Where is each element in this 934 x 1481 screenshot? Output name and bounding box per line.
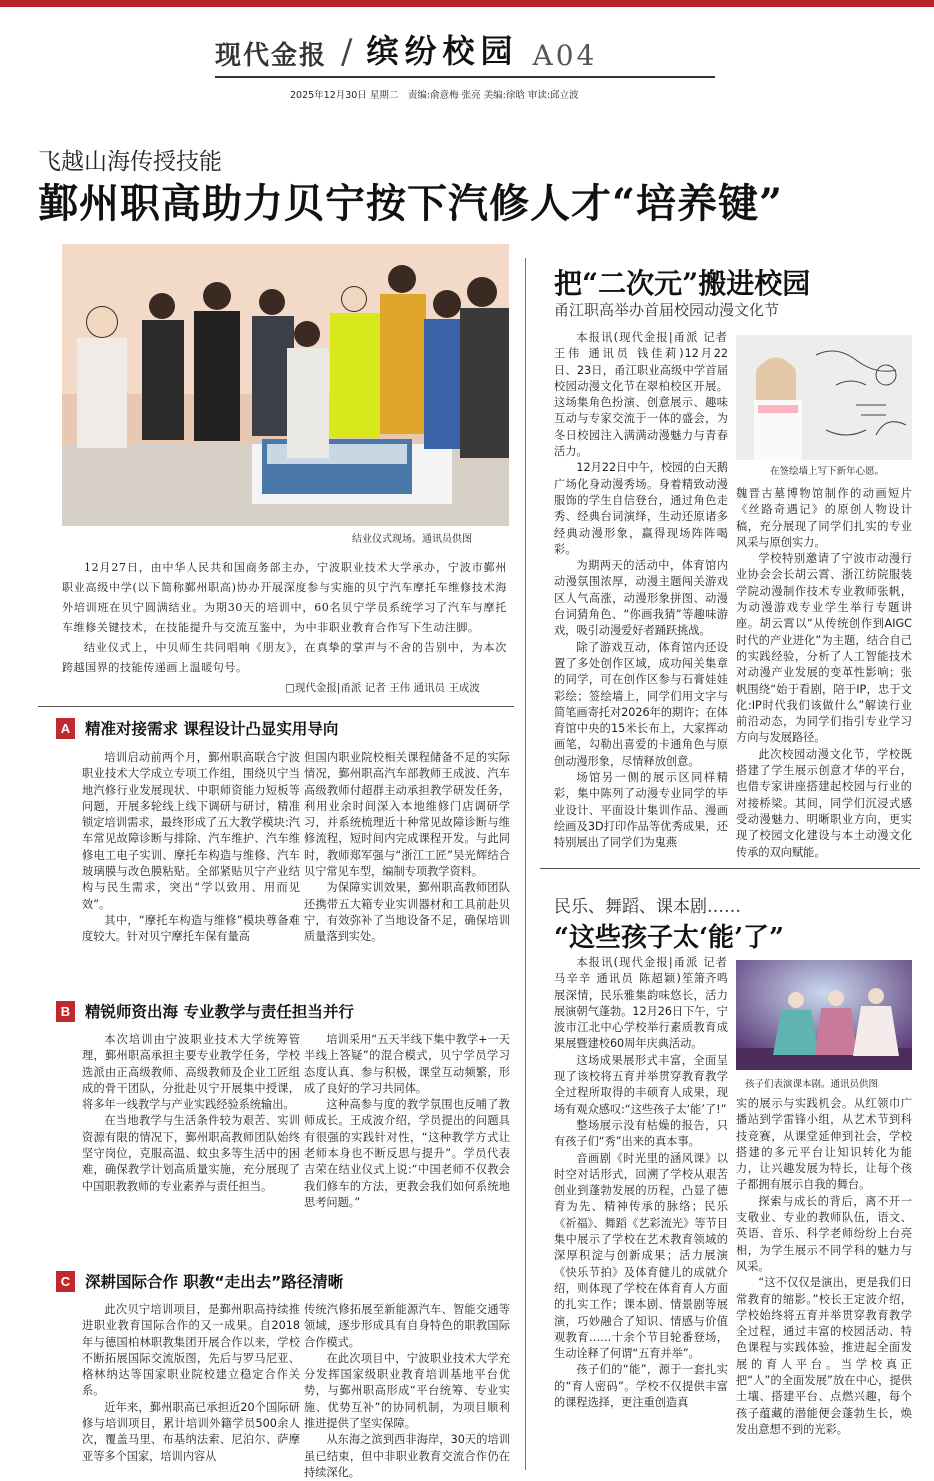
paragraph: 其中，“摩托车构造与维修”模块尊备难度较大。针对贝宁摩托车保有量高 [82, 913, 300, 944]
section-badge: C [56, 1271, 75, 1292]
side1-subhead: 甬江职高举办首届校园动漫文化节 [554, 301, 780, 319]
masthead-rule [215, 76, 715, 78]
paragraph: 实的展示与实践机会。从红领巾广播站到学雷锋小组，从艺术节到科技竞赛，从课堂延伸到社会，学校搭建的多元平台让知识转化为能力，让兴趣发展为特长，让每个孩子都拥有展示自我的舞台。 [736, 1097, 912, 1192]
paragraph: 本次培训由宁波职业技术大学统筹管理，鄞州职高承担主要专业教学任务，学校选派由正高级教师、高级教师及企业工匠组成的骨干团队，分批赴贝宁开展集中授课，将多年一线教学与产业实践经验系统输出。 [82, 1033, 300, 1112]
paragraph: 除了游戏互动，体育馆内还设置了多处创作区域，成功闯关集章的同学，可在创作区参与石膏娃娃彩绘；签绘墙上，同学们用文字与简笔画寄托对2026年的期许；在体育馆中央的15米长布上，大家挥动画笔，勾勒出喜爱的卡通角色与原创动漫形象，尽情释放创意。 [554, 640, 728, 768]
section-name: 缤纷校园 [366, 32, 519, 70]
section-a-col1 [82, 750, 300, 978]
dateline: 2025年12月30日 星期二 责编:俞意梅 张亮 美编:徐晗 审读:邱立波 [290, 90, 579, 101]
paragraph: 从东海之滨到西非海岸，30天的培训虽已结束，但中非职业教育交流合作仍在持续深化。 [304, 1433, 510, 1479]
section-badge: B [56, 1001, 75, 1022]
side2-col2 [736, 1096, 912, 1470]
paragraph: 孩子们的“能”，源于一套扎实的“育人密码”。学校不仅提供丰富的课程选择，更注重创造真 [554, 1363, 728, 1410]
side1-photo-caption: 在签绘墙上写下新年心愿。 [770, 466, 885, 477]
side2-photo-caption: 孩子们表演课本剧。通讯员供图 [745, 1079, 879, 1090]
paragraph: 传统汽修拓展至新能源汽车、智能交通等领域，逐步形成具有自身特色的职教国际合作模式。 [304, 1303, 510, 1349]
paragraph: 在此次项目中，宁波职业技术大学充分发挥国家级职业教育培训基地平台优势，与鄞州职高形成“平台统筹、专业实施、优势互补”的协同机制，为项目顺利推进提供了坚实保障。 [304, 1351, 510, 1431]
top-red-bar [0, 0, 934, 7]
divider [540, 868, 920, 869]
intro-paragraph-1: 12月27日，由中华人民共和国商务部主办，宁波职业技术大学承办，宁波市鄞州职业高级中学(以下简称鄞州职高)协办开展深度参与实施的贝宁汽车摩托车维修技术海外培训班在贝宁圆满结业。为期30天的培训中，60名贝宁学员系统学习了汽车与摩托车维修关键技术，在技能提升与交流互鉴中，为中非职业教育合作写下生动注脚。 [62, 561, 507, 634]
paragraph: 整场展示没有枯燥的报告，只有孩子们“秀”出来的真本事。 [554, 1118, 728, 1149]
side2-lead: 笙箫齐鸣展深情，民乐雅集韵味悠长，活力展演朝气蓬勃。12月26日下午，宁波市江北中心学校举行素质教育成果展暨建校60周年庆典活动。 [554, 972, 728, 1051]
paragraph: 为保障实训效果，鄞州职高教师团队还携带五大箱专业实训器材和工具前赴贝宁，有效弥补了当地设备不足，确保培训质量落到实处。 [304, 881, 510, 944]
drawing-wall-photo [736, 335, 912, 460]
paragraph: 场馆另一侧的展示区同样精彩，集中陈列了动漫专业同学的毕业设计、平面设计集训作品、漫画绘画及3D打印作品等优秀成果，还特别展出了同学们为鬼燕 [554, 771, 728, 850]
section-c-col1 [82, 1302, 300, 1472]
section-a-head [56, 715, 338, 741]
paper-name: 现代金报 [215, 41, 328, 71]
main-photo-caption: 结业仪式现场。通讯员供图 [352, 534, 472, 545]
main-byline: □现代金报|甬派 记者 王伟 通讯员 王成波 [285, 682, 480, 694]
paragraph: 此次贝宁培训项目，是鄞州职高持续推进职业教育国际合作的又一成果。自2018年与德国柏林职教集团开展合作以来，学校不断拓展国际交流版图，先后与罗马尼亚、格林纳达等国家职业院校建立稳定合作关系。 [82, 1303, 300, 1398]
side2-headline: “这些孩子太‘能’了” [554, 923, 785, 953]
section-badge: A [56, 718, 75, 739]
side2-lead-byline: 本报讯(现代金报|甬派 记者 马辛辛 通讯员 陈超颖) [554, 956, 728, 986]
paragraph: 魏晋古墓博物馆制作的动画短片《丝路奇遇记》的原创人物设计稿，充分展现了同学们扎实的专业风采与原创实力。 [736, 487, 912, 549]
paragraph: 为期两天的活动中，体育馆内动漫氛围浓厚，动漫主题闯关游戏区人气高涨，动漫形象拼图、动漫台词猜角色、“你画我猜”等趣味游戏，吸引动漫爱好者踊跃挑战。 [554, 559, 728, 638]
paragraph: 培训启动前两个月，鄞州职高联合宁波职业技术大学成立专项工作组，围绕贝宁当地汽修行业发展现状、中职师资能力短板等问题，开展多轮线上线下调研与研讨，精准锁定培训需求，最终形成了五大教学模块:汽车常见故障诊断与排除、汽车维护、汽车维修电工电子实训、摩托车构造与维修、汽车玻璃膜与改色膜粘贴。全部紧贴贝宁产业结构与民生需求，突出“学以致用、用而见效”。 [82, 751, 300, 911]
section-c-col2 [304, 1302, 510, 1479]
side2-col1 [554, 955, 728, 1470]
paragraph: 音画剧《时光里的涵风课》以时空对话形式，回溯了学校从艰苦创业到蓬勃发展的历程，凸显了德育为先、精神传承的脉络；民乐《祈福》、舞蹈《艺彩流光》等节目集中展示了学校在艺术教育领域的深厚积淀与创新成果；活力展演《快乐节拍》及体育健儿的成就介绍，则体现了学校在体育育人方面的扎实工作；课本剧、情景剧等展演，巧妙融合了知识、情感与价值观教育……十余个节目轮番登场，生动诠释了何谓“五育并举”。 [554, 1151, 728, 1361]
paragraph: 这种高参与度的教学氛围也反哺了教师成长。王成波介绍，学员提出的问题具有很强的实践针对性，“这种教学方式让老师本身也不断反思与提升”。学员代表吉荣在结业仪式上说:“中国老师不仅教会我们修车的方法，更教会我们如何系统地思考问题。” [304, 1098, 510, 1209]
divider [38, 706, 514, 707]
section-title: 精准对接需求 课程设计凸显实用导向 [85, 720, 339, 738]
main-kicker: 飞越山海传授技能 [38, 149, 222, 175]
section-b-col2 [304, 1032, 510, 1248]
paragraph: 12月22日中午，校园的白天鹅广场化身动漫秀场。身着精致动漫服饰的学生自信登台，通过角色走秀、经典台词演绎，生动还原诸多经典动漫形象，赢得现场阵阵喝彩。 [554, 461, 728, 556]
stage-photo [736, 960, 912, 1070]
masthead [215, 20, 715, 72]
side1-col1 [554, 330, 728, 850]
side1-headline: 把“二次元”搬进校园 [554, 267, 811, 300]
paragraph: “这不仅仅是演出，更是我们日常教育的缩影。”校长王定波介绍，学校始终将五育并举贯穿教育教学全过程，通过丰富的校园活动、特色课程与实践体验，推进起全面发展的育人平台。当学校真正把“人”的全面发展”放在中心，提供土壤、搭建平台、点燃兴趣，每个孩子蕴藏的潜能便会蓬勃生长，焕发出意想不到的光彩。 [736, 1276, 912, 1436]
page-number: A04 [532, 39, 598, 72]
section-a-col2 [304, 750, 510, 978]
section-title: 深耕国际合作 职教“走出去”路径清晰 [85, 1273, 344, 1291]
masthead-slash: / [341, 32, 353, 72]
side2-kicker: 民乐、舞蹈、课本剧…… [554, 897, 741, 917]
section-title: 精锐师资出海 专业教学与责任担当并行 [85, 1003, 354, 1021]
side1-lead-byline: 本报讯(现代金报|甬派 记者 王伟 通讯员 钱佳莉) [554, 331, 728, 361]
column-divider [525, 258, 526, 1470]
intro-paragraph-2: 结业仪式上，中贝师生共同唱响《朋友》，在真挚的掌声与不舍的告别中，为本次跨越国界的技能传递画上温暖句号。 [62, 641, 507, 674]
ceremony-photo [62, 244, 509, 526]
side1-lead: 12月22日、23日，甬江职业高级中学首届校园动漫文化节在翠柏校区开展。这场集角色扮演、创意展示、趣味互动与专家交流于一体的盛会，为冬日校园注入满满动漫魅力与青春活力。 [554, 347, 728, 459]
section-c-head [56, 1268, 343, 1294]
paragraph: 近年来，鄞州职高已承担近20个国际研修与培训项目，累计培训外籍学员500余人次，覆盖马里、布基纳法索、尼泊尔、萨摩亚等多个国家，培训内容从 [82, 1400, 300, 1463]
side1-col2 [736, 486, 912, 859]
paragraph: 探索与成长的背后，离不开一支敬业、专业的教师队伍，语文、英语、音乐、科学老师纷纷上台亮相，为学生展示不同学科的魅力与风采。 [736, 1194, 912, 1273]
paragraph: 此次校园动漫文化节，学校既搭建了学生展示创意才华的平台，也借专家讲座搭建起校园与行业的对接桥梁。其间，同学们沉浸式感受动漫魅力、明晰职业方向，更实现了校园文化建设与本土动漫文化传承的双向赋能。 [736, 747, 912, 859]
main-headline: 鄞州职高助力贝宁按下汽修人才“培养键” [38, 180, 784, 227]
paragraph: 在当地教学与生活条件较为艰苦、实训资源有限的情况下，鄞州职高教师团队始终坚守岗位，克服高温、蚊虫多等生活中的困难，确保教学计划高质量实施，充分展现了中国职教教师的专业素养与责任担当。 [82, 1114, 300, 1193]
section-b-head [56, 998, 354, 1024]
paragraph: 培训采用“五天半线下集中教学+一天半线上答疑”的混合模式，贝宁学员学习态度认真、参与积极，课堂互动频繁，形成了良好的学习共同体。 [304, 1033, 510, 1095]
paragraph: 但国内职业院校相关课程储备不足的实际情况，鄞州职高汽车部教师王成波、汽车高级教师付超群主动承担教学研发任务，利用业余时间深入本地维修门店调研学习，并系统梳理近十种常见故障诊断与维修流程，短时间内完成课程开发。与此同时，教师郑军强与“浙江工匠”吴光辉结合贝宁常见车型，编制专项教学资料。 [304, 751, 510, 879]
paragraph: 这场成果展形式丰富，全面呈现了该校将五育并举贯穿教育教学全过程所取得的丰硕育人成果，现场有观众感叹:“这些孩子太‘能’了!” [554, 1053, 728, 1116]
paragraph: 学校特别邀请了宁波市动漫行业协会会长胡云霄、浙江纺院服装学院动漫制作技术专业教师张帆，为动漫游戏专业学生举行专题讲座。胡云霄以“从传统创作到AIGC时代的产业进化”为主题，结合自己的实践经验，分析了人工智能技术对动漫产业发展的变革性影响；张帆围绕“始于看剧，陪于IP，忠于文化:IP时代我们该做什么”解读行业前沿动态，为同学们指引专业学习方向与发展路径。 [736, 552, 912, 745]
section-b-col1 [82, 1032, 300, 1248]
main-intro [62, 558, 507, 678]
